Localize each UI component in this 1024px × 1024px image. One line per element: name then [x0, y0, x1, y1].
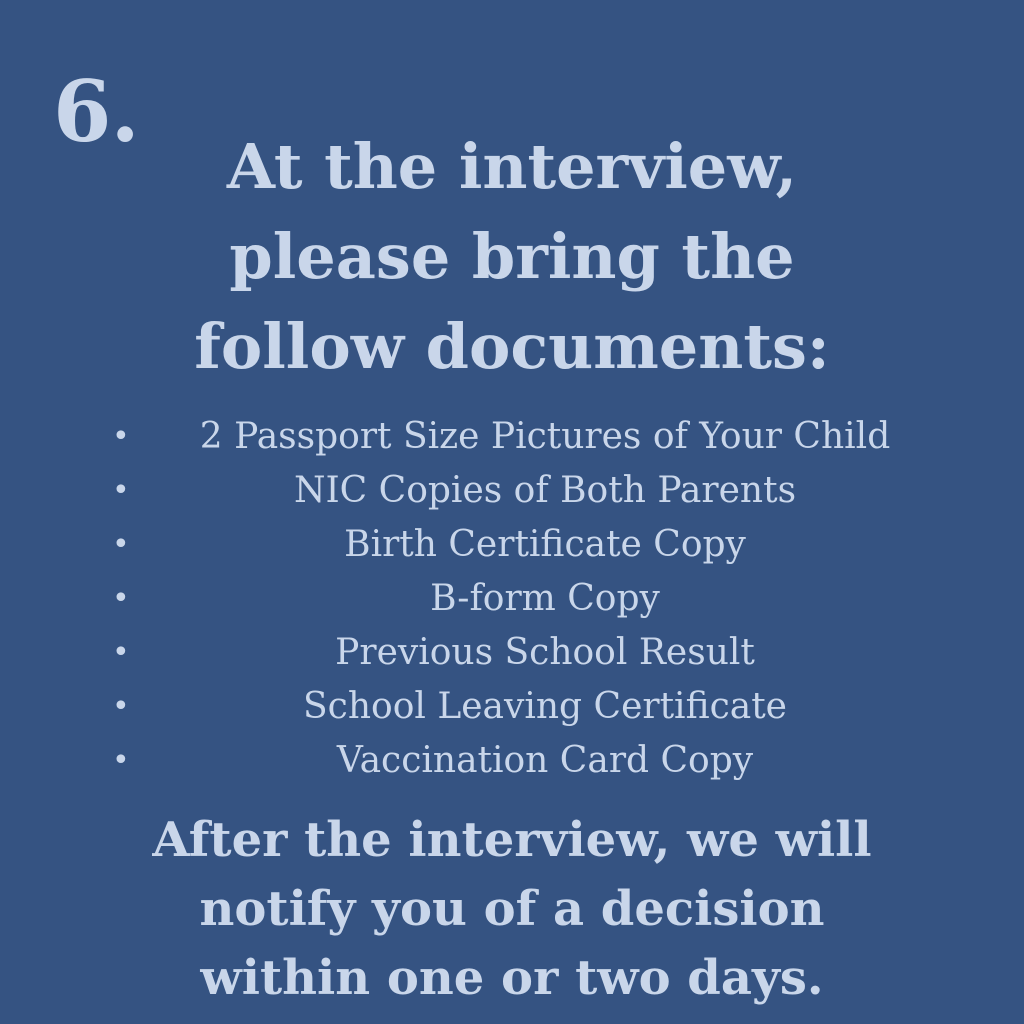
bullet-icon: • [112, 689, 130, 724]
list-item [0, 410, 1024, 464]
decision-notice [0, 806, 1024, 1013]
document-label: NIC Copies of Both Parents [293, 470, 797, 511]
bullet-icon: • [112, 635, 130, 670]
bullet-icon: • [112, 581, 130, 616]
document-label: Birth Certificate Copy [344, 524, 746, 565]
step-number: 6. [53, 62, 139, 161]
document-label: Vaccination Card Copy [336, 740, 754, 781]
document-label: B-form Copy [430, 578, 660, 619]
page-title [0, 122, 1024, 392]
document-label: 2 Passport Size Pictures of Your Child [199, 416, 891, 457]
document-label: Previous School Result [335, 632, 755, 673]
list-item [0, 680, 1024, 734]
documents-list [0, 410, 1024, 788]
list-item [0, 734, 1024, 788]
list-item [0, 464, 1024, 518]
bullet-icon: • [112, 419, 130, 454]
title-line: please bring the [229, 220, 795, 293]
bullet-icon: • [112, 473, 130, 508]
notice-line: notify you of a decision [199, 881, 825, 937]
list-item [0, 626, 1024, 680]
document-label: School Leaving Certificate [303, 686, 787, 727]
list-item [0, 572, 1024, 626]
bullet-icon: • [112, 527, 130, 562]
notice-line: within one or two days. [200, 950, 824, 1006]
title-line: follow documents: [194, 310, 830, 383]
bullet-icon: • [112, 743, 130, 778]
title-line: At the interview, [226, 130, 798, 203]
list-item [0, 518, 1024, 572]
notice-line: After the interview, we will [152, 812, 872, 868]
